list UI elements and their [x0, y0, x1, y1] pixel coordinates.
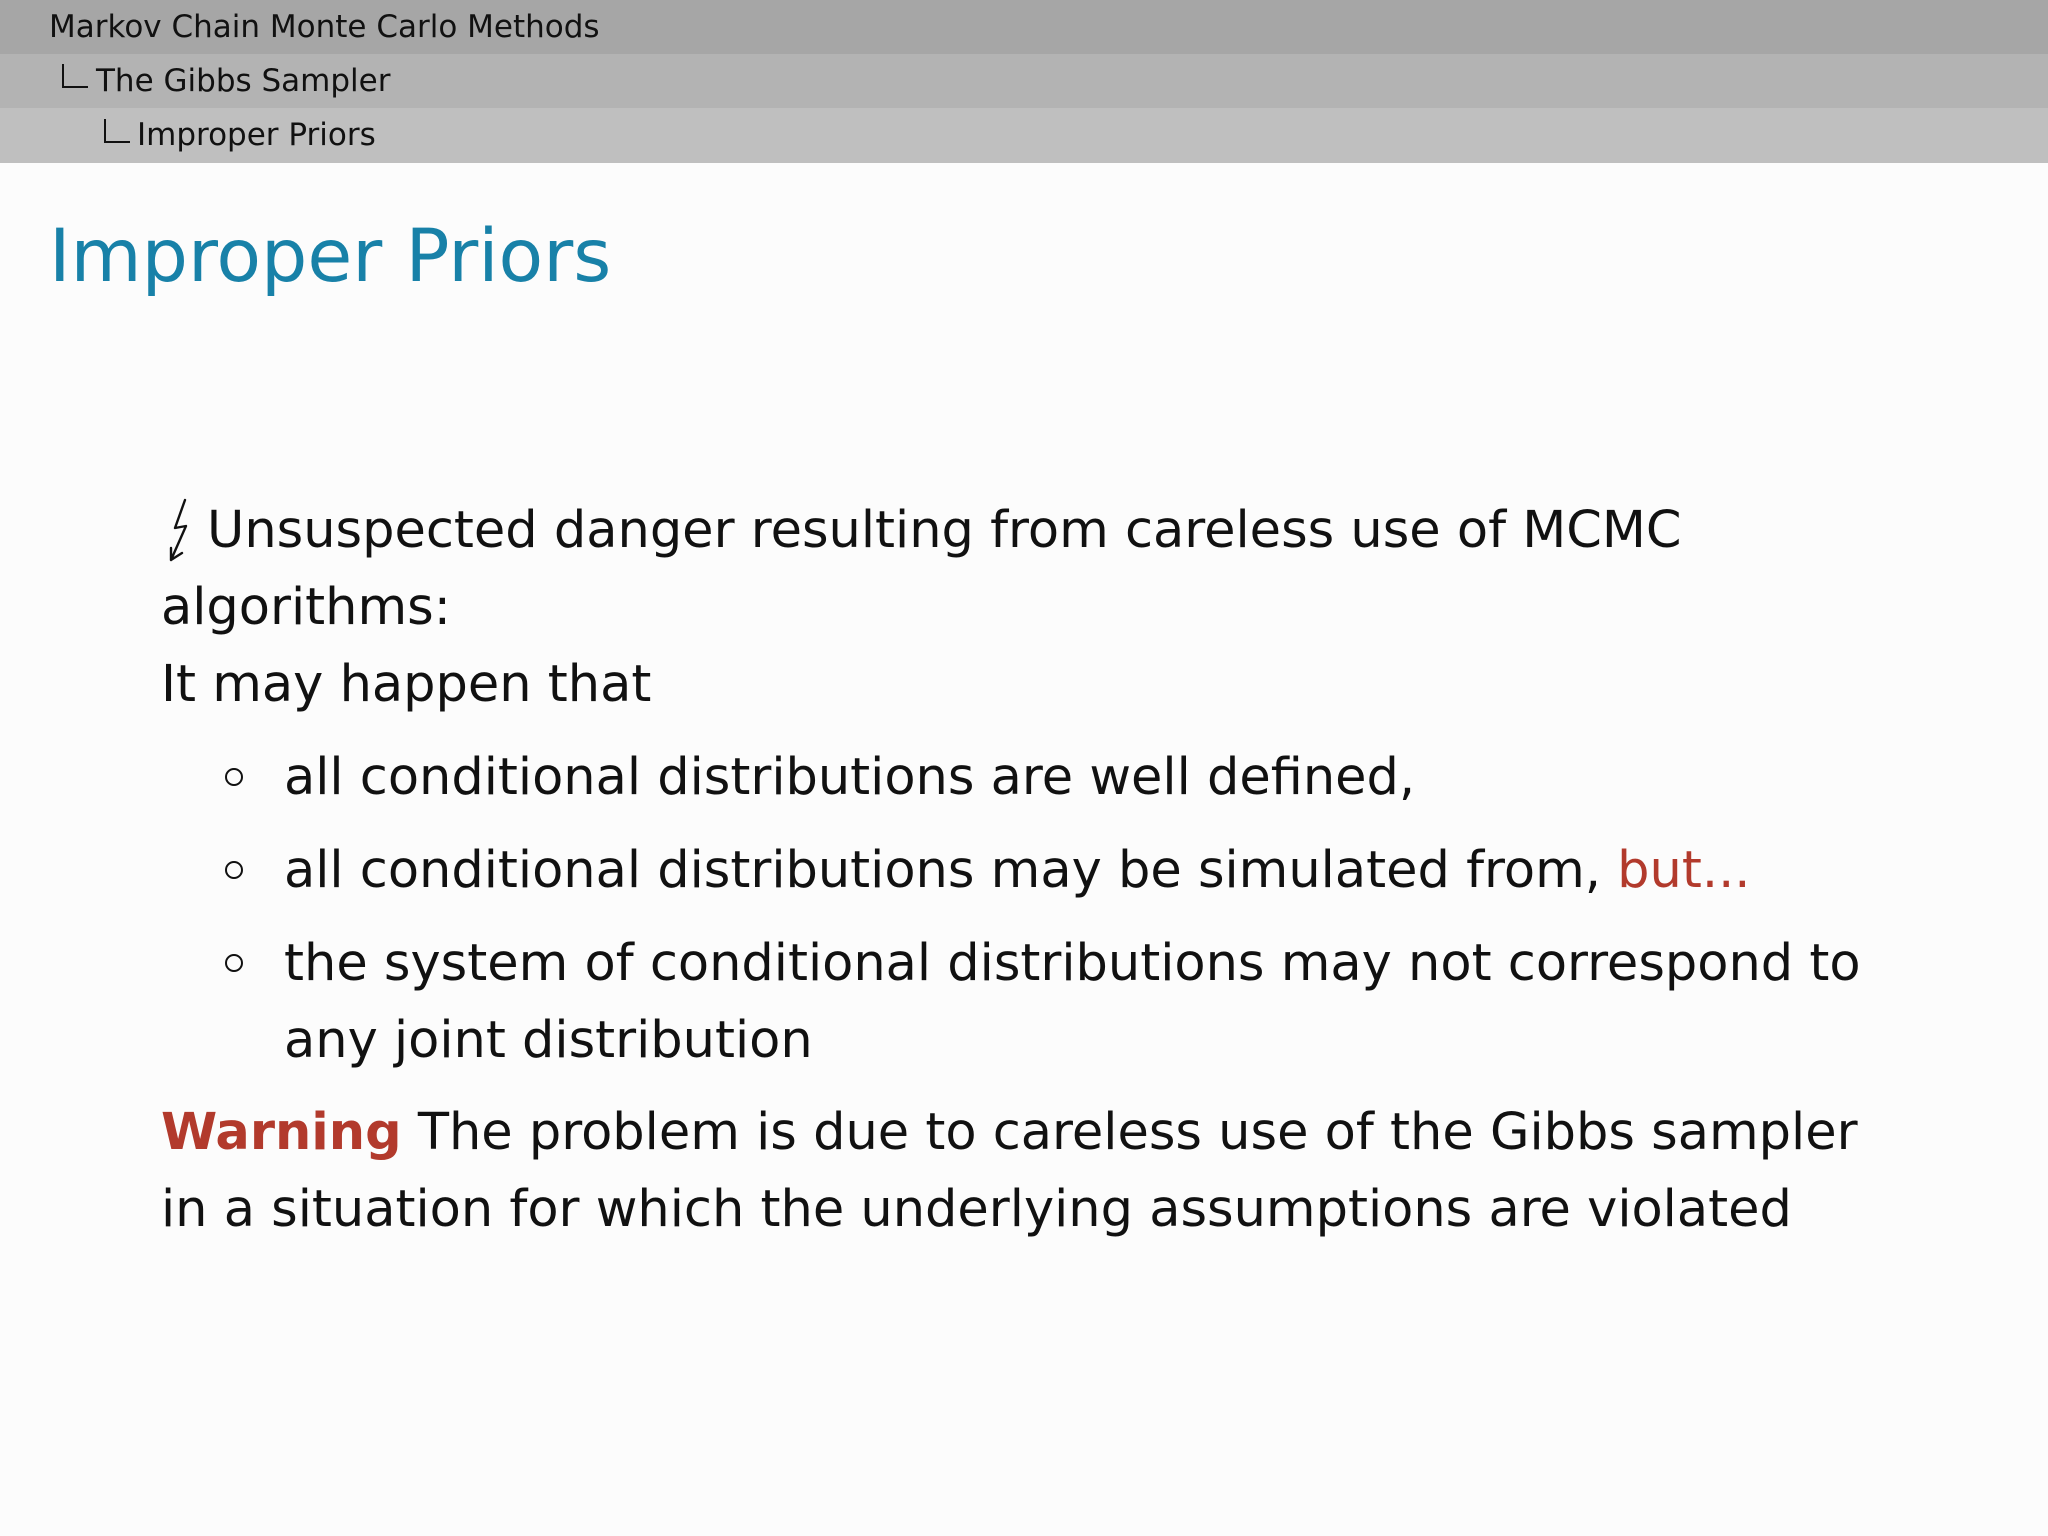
tree-connector-icon: [104, 119, 130, 143]
bullet-list: [161, 739, 1901, 1079]
bullet-text: all conditional distributions are well defined,: [284, 748, 1416, 807]
list-item: [161, 739, 1901, 816]
breadcrumb-level-2: [0, 54, 2048, 108]
slide-title: Improper Priors: [49, 214, 612, 299]
breadcrumb-level-2-label: The Gibbs Sampler: [96, 63, 391, 99]
breadcrumb-level-3: [0, 108, 2048, 163]
tree-connector-icon: [62, 64, 88, 88]
lightning-icon-glyph: [161, 494, 201, 568]
warning-text: The problem is due to careless use of the Gibbs sampler: [401, 1103, 1858, 1162]
breadcrumb-level-1-label: Markov Chain Monte Carlo Methods: [49, 9, 600, 45]
lightning-icon: [161, 492, 207, 569]
warning-label: Warning: [161, 1103, 402, 1162]
warning-line-2: in a situation for which the underlying assumptions are violated: [161, 1180, 1792, 1239]
lead-in-text: It may happen that: [161, 655, 652, 714]
bullet-circle-icon: [225, 954, 243, 972]
intro-text: Unsuspected danger resulting from careless use of MCMC: [207, 501, 1682, 560]
bullet-line: [284, 832, 1901, 909]
intro-line-2: algorithms:: [161, 578, 451, 637]
intro-line-1: [161, 492, 1901, 569]
list-item: [161, 925, 1901, 1079]
slide-body: [161, 492, 1901, 1248]
bullet-circle-icon: [225, 768, 243, 786]
bullet-text-line-2: any joint distribution: [284, 1011, 813, 1070]
breadcrumb-level-1: [0, 0, 2048, 54]
list-item: [161, 832, 1901, 909]
bullet-emphasis: but...: [1617, 841, 1751, 900]
breadcrumb-level-3-label: Improper Priors: [137, 117, 376, 153]
warning-line-1: [161, 1094, 1901, 1171]
bullet-text: all conditional distributions may be simulated from,: [284, 841, 1618, 900]
bullet-circle-icon: [225, 861, 243, 879]
warning-block: [161, 1094, 1901, 1248]
bullet-text-line-1: the system of conditional distributions may not correspond to: [284, 934, 1861, 993]
